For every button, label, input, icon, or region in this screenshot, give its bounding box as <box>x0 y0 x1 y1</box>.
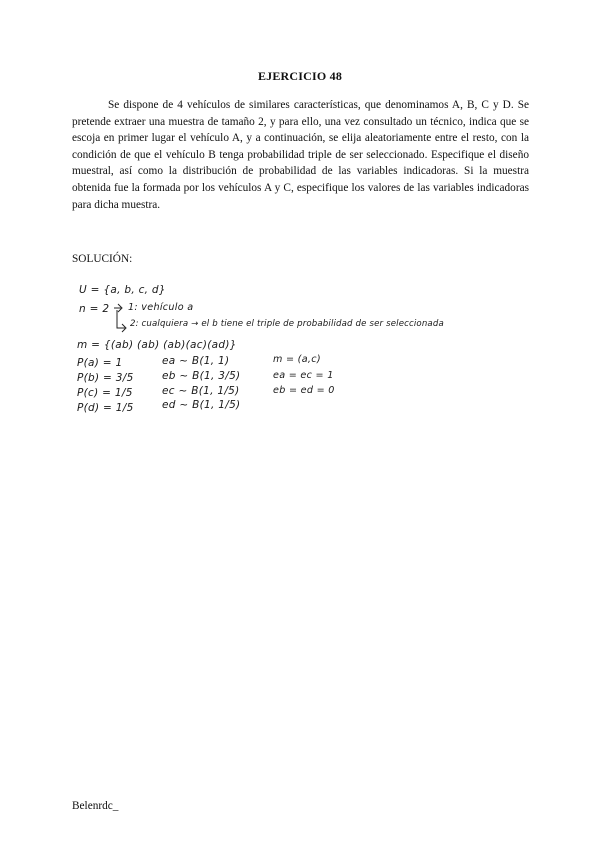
author-footer: Belenrdc_ <box>72 800 119 812</box>
sample-size-note: n = 2 <box>79 303 110 315</box>
indicator-c: ec ~ B(1, 1/5) <box>162 385 240 397</box>
page-title: EJERCICIO 48 <box>257 69 343 83</box>
observed-values-one: ea = ec = 1 <box>273 370 334 381</box>
sample-space-note: m = {(ab) (ab) (ab)(ac)(ad)} <box>77 339 237 351</box>
step-two-note: 2: cualquiera → el b tiene el triple de probabilidad de ser seleccionada <box>130 319 444 329</box>
indicator-d: ed ~ B(1, 1/5) <box>162 399 241 411</box>
indicator-b: eb ~ B(1, 3/5) <box>162 370 241 382</box>
step-one-note: 1: vehículo a <box>128 302 194 313</box>
solution-label: SOLUCIÓN: <box>72 253 133 265</box>
observed-values-zero: eb = ed = 0 <box>273 385 335 396</box>
problem-statement <box>72 97 529 213</box>
prob-b: P(b) = 3/5 <box>77 372 134 384</box>
prob-a: P(a) = 1 <box>77 357 123 369</box>
prob-d: P(d) = 1/5 <box>77 402 134 414</box>
indicator-a: ea ~ B(1, 1) <box>162 355 230 367</box>
observed-sample: m = (a,c) <box>273 354 321 365</box>
statement-text: Se dispone de 4 vehículos de similares características, que denominamos A, B, C y D. Se pretende extraer una muestra de tamaño 2, y para ello, una vez consultado un técnico, indica que se escoja en primer lugar el vehículo A, y a continuación, se elija aleatoriamente entre el resto, con la condición de que el vehículo B tenga probabilidad triple de ser seleccionado. Especifique el diseño muestral, así como la distribución de probabilidad de las variables indicadoras. Si la muestra obtenida fue la formada por los vehículos A y C, especifique los valores de las variables indicadoras para dicha muestra. <box>72 99 529 211</box>
prob-c: P(c) = 1/5 <box>77 387 133 399</box>
population-note: U = {a, b, c, d} <box>79 284 166 296</box>
